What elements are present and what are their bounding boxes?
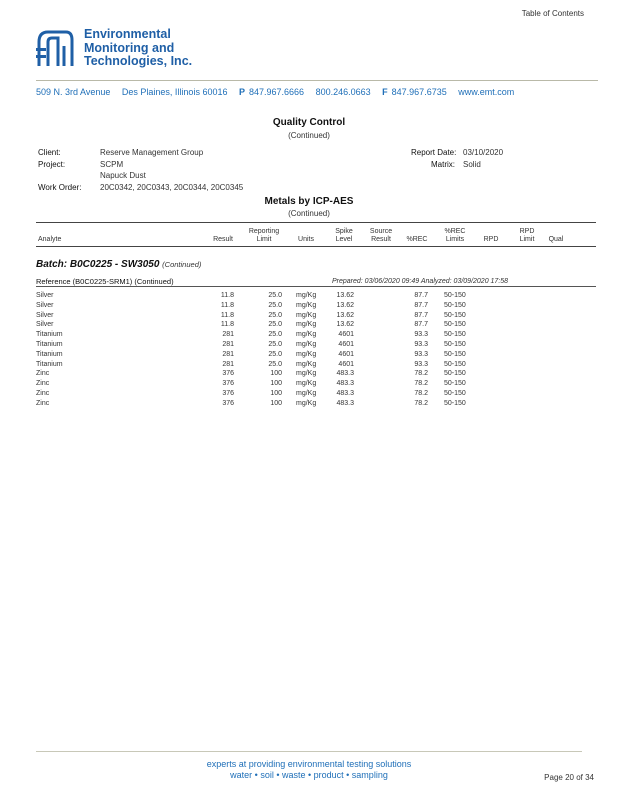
cell-rl: 100 <box>270 390 282 397</box>
cell-limits: 50-150 <box>444 350 466 358</box>
col-units: Units <box>298 236 314 243</box>
cell-rec: 93.3 <box>414 331 428 339</box>
cell-spike: 13.62 <box>336 301 354 309</box>
cell-rec: 93.3 <box>414 360 428 368</box>
col-analyte: Analyte <box>38 236 62 243</box>
cell-spike: 4601 <box>338 331 354 339</box>
report-date-value: 03/10/2020 <box>463 148 504 157</box>
table-row <box>0 400 618 410</box>
cell-analyte: Titanium <box>36 331 63 339</box>
col-result: Result <box>213 236 233 243</box>
cell-spike: 13.62 <box>336 292 354 299</box>
cell-analyte: Titanium <box>36 341 63 348</box>
cell-rl: 25.0 <box>268 350 282 358</box>
cell-units: mg/Kg <box>296 331 317 339</box>
table-of-contents-link[interactable]: Table of Contents <box>521 9 584 18</box>
cell-limits: 50-150 <box>444 331 466 339</box>
prepared-analyzed: Prepared: 03/06/2020 09:49 Analyzed: 03/09/2020 17:58 <box>332 278 509 285</box>
cell-analyte: Titanium <box>36 350 63 358</box>
cell-limits: 50-150 <box>444 370 466 378</box>
cell-limits: 50-150 <box>444 311 466 319</box>
cell-result: 376 <box>222 399 234 407</box>
section-title-continued: (Continued) <box>288 209 330 218</box>
table-row <box>0 321 618 331</box>
cell-rl: 25.0 <box>268 331 282 339</box>
work-order-value: 20C0342, 20C0343, 20C0344, 20C0345 <box>100 183 244 192</box>
page-number: Page 20 of 34 <box>544 773 594 782</box>
cell-rec: 93.3 <box>414 341 428 348</box>
cell-units: mg/Kg <box>296 370 317 378</box>
city: Des Plaines, Illinois 60016 <box>121 87 228 97</box>
cell-result: 376 <box>222 370 234 378</box>
header-divider <box>36 80 598 81</box>
cell-spike: 483.3 <box>336 390 354 397</box>
table-row <box>0 292 618 302</box>
cell-result: 11.8 <box>220 301 234 309</box>
cell-limits: 50-150 <box>444 390 466 397</box>
table-header-top-rule <box>36 222 596 223</box>
cell-units: mg/Kg <box>296 311 317 319</box>
cell-result: 11.8 <box>220 311 234 319</box>
cell-result: 281 <box>222 360 234 368</box>
alt-phone: 800.246.0663 <box>315 87 371 97</box>
cell-limits: 50-150 <box>444 399 466 407</box>
table-row <box>0 361 618 371</box>
cell-rec: 87.7 <box>414 311 428 319</box>
project-value-line2: Napuck Dust <box>100 171 146 180</box>
footer-divider <box>36 751 582 752</box>
cell-spike: 13.62 <box>336 311 354 319</box>
cell-rl: 100 <box>270 370 282 378</box>
col-rpd: RPD <box>483 236 499 243</box>
phone: 847.967.6666 <box>249 87 305 97</box>
cell-units: mg/Kg <box>296 292 317 299</box>
footer-tagline: experts at providing environmental testing solutions <box>206 759 412 769</box>
cell-spike: 483.3 <box>336 399 354 407</box>
cell-result: 281 <box>222 341 234 348</box>
table-row <box>0 341 618 351</box>
cell-analyte: Silver <box>36 321 54 329</box>
report-title: Quality Control <box>272 117 346 128</box>
report-date-label: Report Date: <box>411 148 457 157</box>
cell-analyte: Zinc <box>36 390 50 397</box>
col-spike-level: Spike Level <box>335 228 353 243</box>
cell-limits: 50-150 <box>444 341 466 348</box>
cell-result: 11.8 <box>220 292 234 299</box>
report-title-continued: (Continued) <box>288 131 330 140</box>
client-value: Reserve Management Group <box>100 148 204 157</box>
table-row <box>0 380 618 390</box>
cell-analyte: Zinc <box>36 380 50 388</box>
website-link[interactable]: www.emt.com <box>458 87 515 97</box>
matrix-label: Matrix: <box>431 160 455 169</box>
cell-rec: 78.2 <box>414 380 428 388</box>
cell-units: mg/Kg <box>296 341 317 348</box>
batch-title: Batch: B0C0225 - SW3050 (Continued) <box>36 259 202 270</box>
cell-analyte: Silver <box>36 301 54 309</box>
col-rec: %REC <box>406 236 428 243</box>
table-row <box>0 312 618 322</box>
cell-analyte: Silver <box>36 311 54 319</box>
cell-units: mg/Kg <box>296 301 317 309</box>
table-header-bottom-rule <box>36 246 596 247</box>
reference-label: Reference (B0C0225-SRM1) (Continued) <box>36 277 174 286</box>
cell-limits: 50-150 <box>444 360 466 368</box>
cell-units: mg/Kg <box>296 360 317 368</box>
cell-spike: 13.62 <box>336 321 354 329</box>
address: 509 N. 3rd Avenue <box>36 87 111 97</box>
emt-logo-icon <box>36 28 74 68</box>
work-order-label: Work Order: <box>38 183 82 192</box>
cell-analyte: Zinc <box>36 370 50 378</box>
col-rec-limits: %REC Limits <box>444 228 466 243</box>
cell-limits: 50-150 <box>444 321 466 329</box>
cell-spike: 4601 <box>338 341 354 348</box>
cell-result: 376 <box>222 390 234 397</box>
cell-result: 11.8 <box>220 321 234 329</box>
fax: 847.967.6735 <box>391 87 447 97</box>
project-value: SCPM <box>100 160 124 169</box>
cell-limits: 50-150 <box>444 380 466 388</box>
cell-units: mg/Kg <box>296 321 317 329</box>
col-rpd-limit: RPD Limit <box>519 228 535 243</box>
footer-services: water • soil • waste • product • sampling <box>230 770 388 780</box>
col-reporting-limit: Reporting Limit <box>248 228 280 243</box>
cell-rec: 78.2 <box>414 399 428 407</box>
cell-rl: 25.0 <box>268 360 282 368</box>
cell-rl: 25.0 <box>268 321 282 329</box>
cell-rl: 25.0 <box>268 311 282 319</box>
contact-bar: 509 N. 3rd Avenue Des Plaines, Illinois 60016 P 847.967.6666 800.246.0663 F 847.967.6735 www.emt.com <box>36 87 515 97</box>
cell-result: 281 <box>222 350 234 358</box>
cell-spike: 4601 <box>338 350 354 358</box>
cell-limits: 50-150 <box>444 301 466 309</box>
cell-rec: 93.3 <box>414 350 428 358</box>
project-label: Project: <box>38 160 66 169</box>
table-row <box>0 331 618 341</box>
cell-analyte: Titanium <box>36 360 63 368</box>
cell-units: mg/Kg <box>296 390 317 397</box>
col-qual: Qual <box>548 236 564 243</box>
cell-rec: 87.7 <box>414 292 428 299</box>
cell-rec: 78.2 <box>414 370 428 378</box>
cell-rec: 87.7 <box>414 301 428 309</box>
client-label: Client: <box>38 148 61 157</box>
cell-result: 281 <box>222 331 234 339</box>
table-row <box>0 302 618 312</box>
cell-analyte: Silver <box>36 292 54 299</box>
cell-rl: 25.0 <box>268 301 282 309</box>
cell-spike: 483.3 <box>336 380 354 388</box>
cell-units: mg/Kg <box>296 350 317 358</box>
cell-rl: 25.0 <box>268 292 282 299</box>
cell-limits: 50-150 <box>444 292 466 299</box>
table-row <box>0 370 618 380</box>
table-row <box>0 390 618 400</box>
cell-result: 376 <box>222 380 234 388</box>
cell-analyte: Zinc <box>36 399 50 407</box>
cell-spike: 4601 <box>338 360 354 368</box>
cell-rec: 87.7 <box>414 321 428 329</box>
cell-rec: 78.2 <box>414 390 428 397</box>
table-row <box>0 351 618 361</box>
matrix-value: Solid <box>463 160 481 169</box>
section-title: Metals by ICP-AES <box>264 196 354 207</box>
cell-spike: 483.3 <box>336 370 354 378</box>
company-name: Environmental Monitoring and Technologies, Inc. <box>84 27 193 68</box>
cell-rl: 100 <box>270 399 282 407</box>
cell-units: mg/Kg <box>296 380 317 388</box>
reference-rule <box>36 286 596 287</box>
cell-units: mg/Kg <box>296 399 317 407</box>
col-source-result: Source Result <box>369 228 393 243</box>
cell-rl: 100 <box>270 380 282 388</box>
cell-rl: 25.0 <box>268 341 282 348</box>
